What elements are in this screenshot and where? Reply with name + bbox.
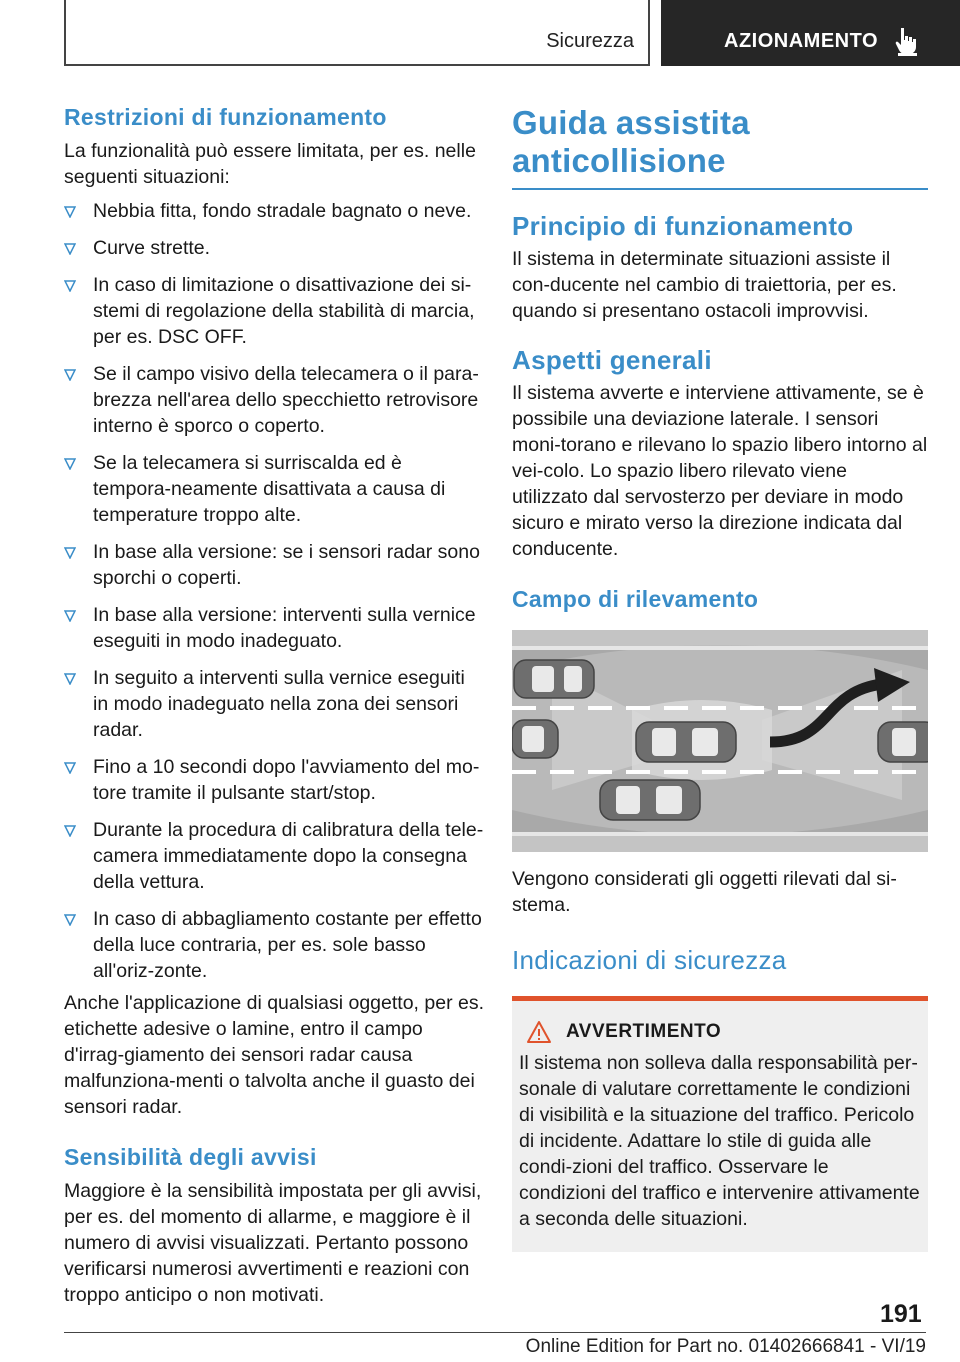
- triangle-bullet-icon: [64, 369, 76, 381]
- list-item: Se il campo visivo della telecamera o il para-brezza nell'area dello specchietto retrovisore interno è sporco o coperto.: [64, 361, 484, 439]
- warning-title: AVVERTIMENTO: [566, 1021, 722, 1042]
- heading-restrictions: Restrizioni di funzionamento: [64, 104, 387, 130]
- list-item: In caso di abbagliamento costante per effetto della luce contraria, per es. sole basso all'oriz-zonte.: [64, 906, 484, 984]
- page-number: 191: [880, 1300, 922, 1328]
- triangle-bullet-icon: [64, 610, 76, 622]
- principle-text: Il sistema in determinate situazioni assiste il con-ducente nel cambio di traiettoria, per es. quando si presentano ostacoli improvvisi.: [512, 248, 897, 322]
- radar-note: Anche l'applicazione di qualsiasi oggetto, per es. etichette adesive o lamine, entro il campo d'irrag-giamento dei sensori radar causa malfunziona-menti o talvolta anche il guasto dei sensori radar.: [64, 992, 484, 1118]
- figure-caption: Vengono considerati gli oggetti rilevati dal si-stema.: [512, 868, 897, 916]
- left-column: [64, 102, 484, 1308]
- list-item: In base alla versione: se i sensori radar sono sporchi o coperti.: [64, 539, 484, 591]
- sensitivity-text: Maggiore è la sensibilità impostata per gli avvisi, per es. del momento di allarme, e maggiore è il numero di avvisi visualizzati. Pertanto possono verificarsi numerosi avvertimenti e reazioni con troppo anticipo o non motivati.: [64, 1180, 482, 1306]
- heading-sensitivity: Sensibilità degli avvisi: [64, 1144, 317, 1170]
- list-item: In base alla versione: interventi sulla vernice eseguiti in modo inadeguato.: [64, 602, 484, 654]
- list-item: Fino a 10 secondi dopo l'avviamento del mo-tore tramite il pulsante start/stop.: [64, 754, 484, 806]
- list-item: In caso di limitazione o disattivazione dei si-stemi di regolazione della stabilità di marcia, per es. DSC OFF.: [64, 272, 484, 350]
- triangle-bullet-icon: [64, 762, 76, 774]
- list-item: Curve strette.: [64, 235, 484, 261]
- triangle-bullet-icon: [64, 673, 76, 685]
- warning-text: Il sistema non solleva dalla responsabilità per-sonale di valutare correttamente le condizioni di visibilità e la situazione del traffico. Pericolo di incidente. Adattare lo stile di guida alle condi-zioni del traffico. Osservare le condizioni del traffico e intervenire attivamente a seconda delle situazioni.: [519, 1052, 920, 1230]
- pointing-hand-icon: [895, 26, 923, 56]
- heading-main: Guida assistita anticollisione: [512, 104, 750, 179]
- triangle-bullet-icon: [64, 825, 76, 837]
- list-item: Durante la procedura di calibratura della tele-camera immediatamente dopo la consegna della vettura.: [64, 817, 484, 895]
- restrictions-intro: La funzionalità può essere limitata, per es. nelle seguenti situazioni:: [64, 140, 476, 188]
- header-chapter-tab: [661, 0, 960, 66]
- list-item: Se la telecamera si surriscalda ed è tempora-neamente disattivata a causa di temperature troppo alte.: [64, 450, 484, 528]
- header-chapter-label: AZIONAMENTO: [724, 30, 879, 52]
- heading-principle: Principio di funzionamento: [512, 211, 854, 241]
- warning-header: [519, 1019, 920, 1045]
- triangle-bullet-icon: [64, 458, 76, 470]
- restrictions-list: [64, 198, 484, 984]
- heading-range: Campo di rilevamento: [512, 586, 759, 612]
- heading-general: Aspetti generali: [512, 345, 712, 375]
- heading-rule: [512, 188, 928, 190]
- triangle-bullet-icon: [64, 914, 76, 926]
- detection-range-illustration: [512, 630, 928, 852]
- triangle-bullet-icon: [64, 243, 76, 255]
- warning-triangle-icon: [526, 1020, 552, 1044]
- right-column: [512, 104, 928, 1252]
- heading-safety: Indicazioni di sicurezza: [512, 945, 787, 975]
- road-diagram: [512, 630, 928, 852]
- header-section-label: Sicurezza: [546, 30, 634, 52]
- header-section-box: [64, 0, 650, 66]
- list-item: Nebbia fitta, fondo stradale bagnato o neve.: [64, 198, 484, 224]
- footer-rule: [64, 1332, 926, 1333]
- warning-box: [512, 996, 928, 1252]
- footer-edition: Online Edition for Part no. 01402666841 - VI/19: [525, 1336, 926, 1357]
- general-text: Il sistema avverte e interviene attivamente, se è possibile una deviazione laterale. I sensori moni-torano e rilevano lo spazio libero intorno al vei-colo. Lo spazio libero rilevato viene utilizzato dal servosterzo per deviare in modo sicuro e mirato verso la direzione indicata dal conducente.: [512, 382, 928, 560]
- list-item: In seguito a interventi sulla vernice eseguiti in modo inadeguato nella zona dei sensori radar.: [64, 665, 484, 743]
- triangle-bullet-icon: [64, 280, 76, 292]
- triangle-bullet-icon: [64, 206, 76, 218]
- triangle-bullet-icon: [64, 547, 76, 559]
